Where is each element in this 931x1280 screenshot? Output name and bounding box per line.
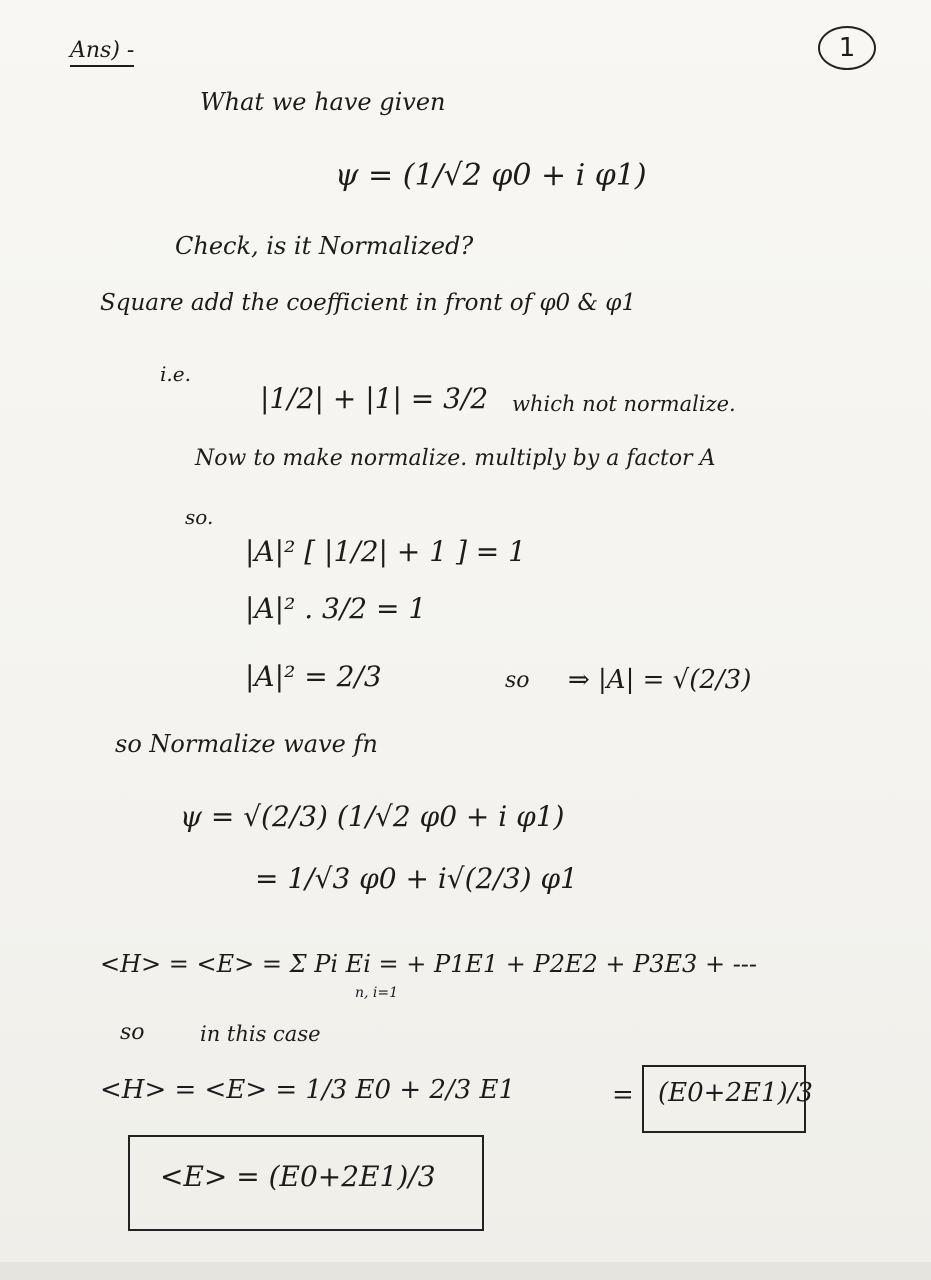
normalize-factor-line: Now to make normalize. multiply by a factor A (195, 446, 716, 471)
not-normalized-note: which not normalize. (512, 392, 736, 416)
normalized-psi-expanded: = 1/√3 φ0 + i√(2/3) φ1 (255, 862, 578, 895)
coefficient-sum: |1/2| + |1| = 3/2 (260, 382, 489, 415)
expectation-definition: <H> = <E> = Σ Pi Ei = + P1E1 + P2E2 + P3E3 + --- (100, 950, 758, 978)
psi-definition: ψ = (1/√2 φ0 + i φ1) (335, 158, 647, 193)
expectation-result: <H> = <E> = 1/3 E0 + 2/3 E1 (100, 1075, 515, 1105)
equation-4: ⇒ |A| = √(2/3) (568, 665, 752, 695)
so-label-2: so (505, 668, 530, 693)
so-label-1: so. (185, 505, 214, 529)
equation-3: |A|² = 2/3 (245, 660, 382, 693)
normalized-psi: ψ = √(2/3) (1/√2 φ0 + i φ1) (180, 800, 565, 833)
in-this-case: in this case (200, 1022, 321, 1046)
boxed-final-answer-text: <E> = (E0+2E1)/3 (160, 1160, 436, 1193)
equation-1: |A|² [ |1/2| + 1 ] = 1 (245, 535, 526, 568)
answer-heading: Ans) - (70, 38, 134, 67)
square-add-line: Square add the coefficient in front of φ0 & φ1 (100, 290, 637, 316)
result-equals: = (612, 1080, 634, 1110)
sum-limits: n, i=1 (355, 985, 399, 1001)
boxed-answer-right-text: (E0+2E1)/3 (658, 1078, 813, 1108)
check-normalized: Check, is it Normalized? (175, 232, 474, 260)
equation-2: |A|² . 3/2 = 1 (245, 592, 427, 625)
normalized-wave-heading: so Normalize wave fn (115, 730, 378, 758)
page-number: 1 (818, 26, 876, 70)
ie-label: i.e. (160, 362, 191, 386)
given-line: What we have given (200, 88, 446, 116)
so-label-3: so (120, 1020, 145, 1045)
page-bottom-edge (0, 1262, 931, 1280)
